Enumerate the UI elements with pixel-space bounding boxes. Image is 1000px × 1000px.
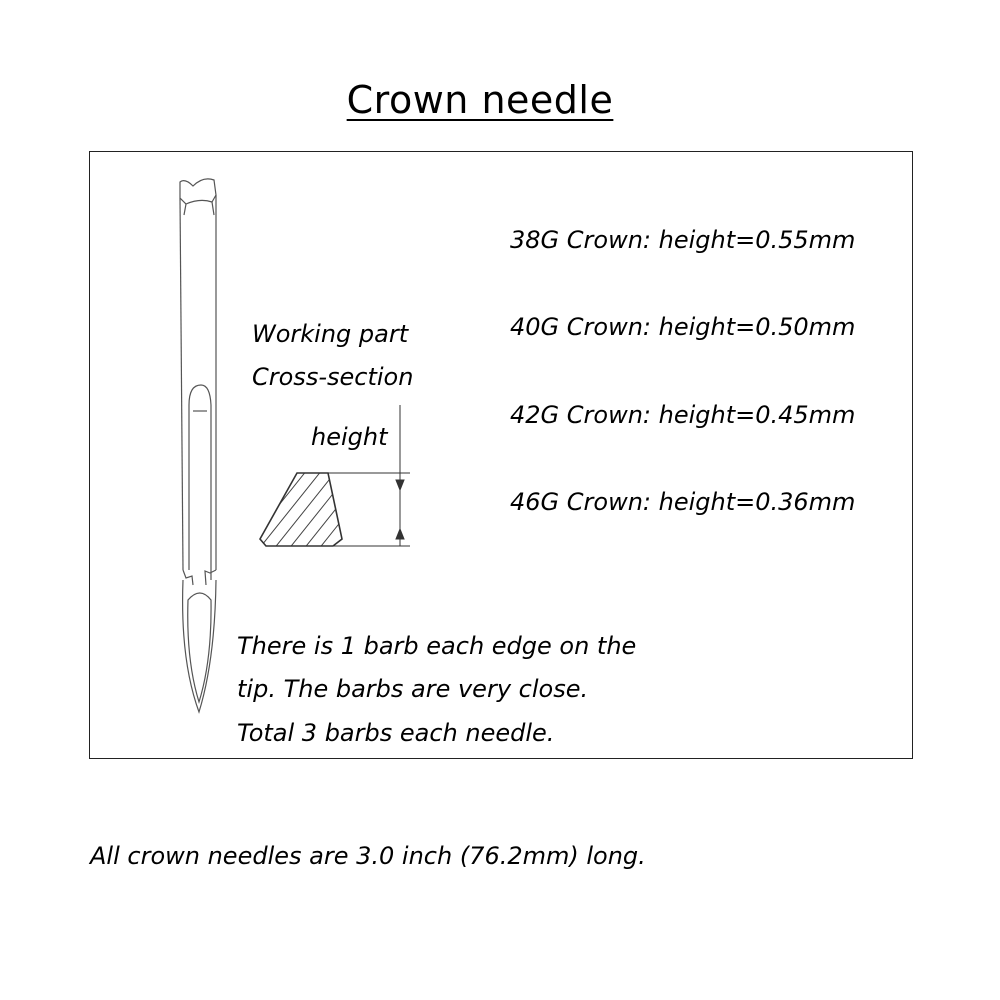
length-footnote: All crown needles are 3.0 inch (76.2mm) long. <box>90 842 646 870</box>
barb-note-line2: tip. The barbs are very close. <box>237 675 589 703</box>
height-label: height <box>311 423 388 451</box>
spec-46g: 46G Crown: height=0.36mm <box>510 488 856 516</box>
spec-40g: 40G Crown: height=0.50mm <box>510 313 856 341</box>
barb-note-line1: There is 1 barb each edge on the <box>237 632 637 660</box>
spec-42g: 42G Crown: height=0.45mm <box>510 401 856 429</box>
spec-38g: 38G Crown: height=0.55mm <box>510 226 856 254</box>
needle-drawing <box>180 179 216 712</box>
cross-section-label-line2: Cross-section <box>252 363 414 391</box>
cross-section-label-line1: Working part <box>252 320 409 348</box>
barb-note-line3: Total 3 barbs each needle. <box>237 719 555 747</box>
page-title: Crown needle <box>346 78 614 122</box>
cross-section-triangle <box>220 460 405 560</box>
